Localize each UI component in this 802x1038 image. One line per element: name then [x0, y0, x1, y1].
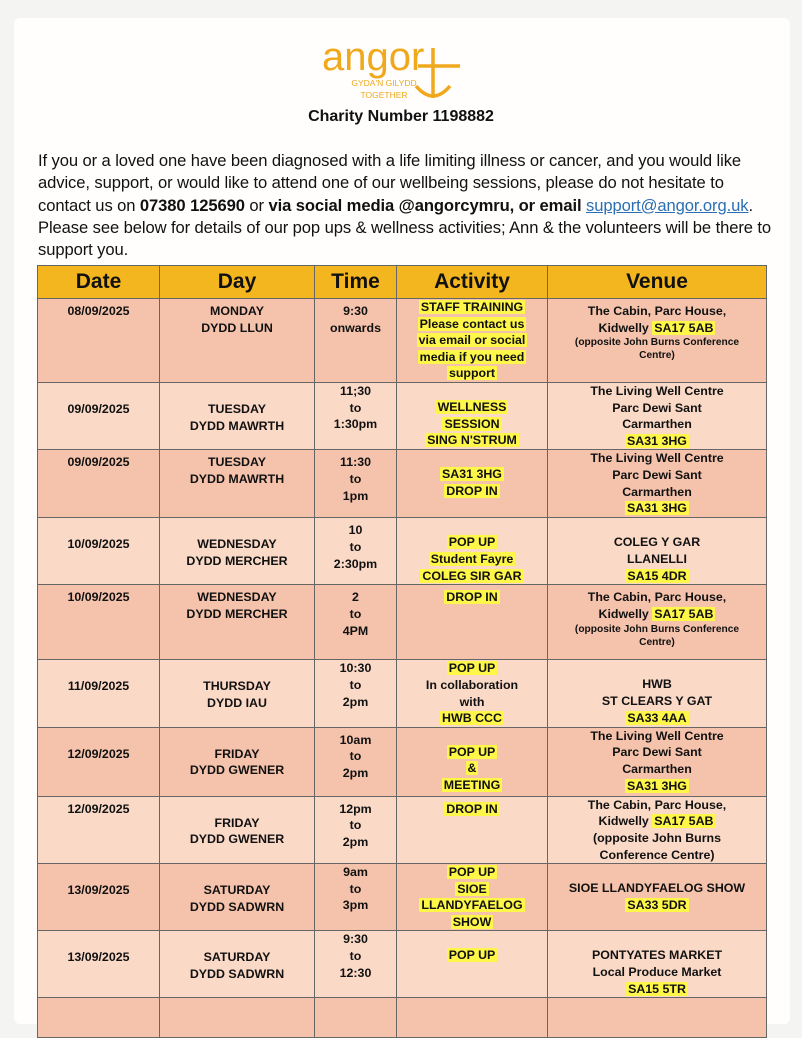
cell-line: FRIDAY [214, 815, 260, 830]
cell-venue [548, 518, 767, 585]
venue-text: Carmarthen [622, 761, 692, 776]
table-row [38, 864, 767, 931]
cell-venue [548, 382, 767, 449]
cell-line: MONDAY [210, 304, 264, 318]
date-text: 12/09/2025 [67, 801, 130, 816]
cell-line: TUESDAY [207, 455, 267, 470]
cell-line: 10:30 [339, 661, 372, 676]
header-time: Time [315, 266, 397, 299]
cell-activity [397, 931, 548, 998]
cell-line [397, 365, 547, 382]
venue-line [548, 947, 766, 964]
intro-paragraph [38, 150, 778, 261]
venue-line [548, 383, 766, 400]
venue-text: The Living Well Centre [590, 451, 724, 466]
empty-cell [38, 998, 160, 1038]
venue-line [548, 416, 766, 433]
cell-date [38, 450, 160, 518]
cell-time [315, 727, 397, 796]
schedule-table [37, 265, 767, 1038]
cell-line: DYDD SADWRN [189, 899, 285, 914]
cell-activity [397, 518, 548, 585]
cell-date [38, 931, 160, 998]
venue-line [548, 964, 766, 981]
cell-date [38, 660, 160, 727]
date-text: 11/09/2025 [67, 679, 130, 694]
cell-activity [397, 660, 548, 727]
cell-venue [548, 727, 767, 796]
cell-time [315, 518, 397, 585]
cell-line: DYDD MAWRTH [189, 471, 285, 486]
highlighted-text: Student Fayre [430, 551, 514, 566]
venue-text: Kidwelly [598, 814, 653, 829]
cell-line: DYDD SADWRN [189, 967, 285, 982]
postcode: SA15 5TR [628, 981, 686, 996]
cell-line: THURSDAY [203, 679, 271, 694]
header-day: Day [160, 266, 315, 299]
highlighted-text: HWB CCC [442, 711, 502, 726]
cell-venue [548, 450, 767, 518]
cell-line: 9am [343, 865, 368, 880]
venue-line [548, 320, 766, 337]
venue-line [548, 551, 766, 568]
venue-line [548, 778, 766, 795]
cell-day [160, 382, 315, 449]
highlighted-text: POP UP [448, 744, 496, 759]
cell-line: to [349, 400, 362, 415]
cell-line: to [349, 881, 362, 896]
cell-time [315, 585, 397, 660]
cell-line: TUESDAY [207, 401, 267, 416]
venue-line [548, 636, 766, 649]
postcode: SA31 3HG [627, 433, 687, 448]
postcode: SA17 5AB [654, 606, 714, 621]
cell-day [160, 518, 315, 585]
cell-line: DYDD LLUN [201, 320, 273, 335]
highlighted-text: POP UP [448, 948, 496, 963]
cell-line [397, 589, 547, 606]
cell-activity [397, 727, 548, 796]
venue-text: Centre) [639, 636, 675, 648]
cell-line: 2 [352, 590, 359, 605]
cell-line: 11;30 [339, 383, 371, 398]
date-text: 13/09/2025 [67, 950, 130, 965]
venue-line [548, 830, 766, 847]
venue-line [548, 981, 766, 998]
cell-line [397, 744, 547, 761]
cell-line: to [349, 949, 362, 964]
cell-line: DYDD GWENER [189, 832, 285, 847]
cell-date [38, 727, 160, 796]
cell-line: DYDD MERCHER [186, 553, 288, 568]
empty-cell [548, 998, 767, 1038]
cell-venue [548, 796, 767, 863]
venue-text: Centre) [639, 350, 675, 362]
social-media-handle: via social media @angorcymru, or email [268, 195, 582, 215]
intro-text: If you or a loved one have been diagnosed with a life limiting illness or cancer, and you would like advice, support, or would like to attend one of our wellbeing sessions, please do not hesitate to contact us on [38, 151, 742, 215]
venue-text: (opposite John Burns [592, 830, 722, 845]
cell-line: 12pm [339, 801, 372, 816]
venue-text: Kidwelly [598, 606, 653, 621]
cell-venue [548, 299, 767, 383]
cell-time [315, 450, 397, 518]
cell-time [315, 299, 397, 383]
venue-text: Carmarthen [622, 484, 692, 499]
highlighted-text: WELLNESS [437, 399, 507, 414]
venue-line [548, 676, 766, 693]
cell-activity [397, 585, 548, 660]
highlighted-text: SESSION [444, 416, 500, 431]
cell-line: 2:30pm [333, 556, 378, 571]
venue-text: ST CLEARS Y GAT [601, 693, 713, 708]
table-row-empty [38, 998, 767, 1038]
cell-activity [397, 299, 548, 383]
highlighted-text: Please contact us [419, 316, 525, 331]
table-row [38, 585, 767, 660]
date-text: 10/09/2025 [67, 537, 130, 552]
table-row [38, 660, 767, 727]
cell-line [397, 332, 547, 349]
venue-text: PONTYATES MARKET [591, 948, 723, 963]
venue-text: HWB [642, 677, 672, 692]
venue-line [548, 467, 766, 484]
cell-line: WEDNESDAY [197, 590, 277, 605]
venue-text: LLANELLI [627, 551, 687, 566]
intro-text: or [244, 195, 269, 215]
venue-line [548, 606, 766, 623]
cell-day [160, 796, 315, 863]
cell-line [397, 801, 547, 818]
cell-date [38, 518, 160, 585]
cell-activity [397, 796, 548, 863]
venue-line [548, 847, 766, 864]
venue-text: Parc Dewi Sant [612, 467, 702, 482]
highlighted-text: via email or social [418, 333, 526, 348]
cell-activity [397, 382, 548, 449]
logo-wordmark: angor [322, 36, 425, 79]
cell-line [397, 551, 547, 568]
cell-line [397, 947, 547, 964]
cell-line: 2pm [342, 834, 369, 849]
cell-line [397, 483, 547, 500]
cell-line: SATURDAY [203, 883, 271, 898]
angor-logo [320, 36, 470, 108]
venue-text: (opposite John Burns Conference [574, 337, 740, 349]
cell-day [160, 299, 315, 383]
empty-cell [315, 998, 397, 1038]
cell-time [315, 382, 397, 449]
date-text: 09/09/2025 [67, 401, 130, 416]
highlighted-text: POP UP [448, 661, 496, 676]
cell-line: 2pm [342, 765, 369, 780]
cell-line: to [349, 749, 362, 764]
highlighted-text: media if you need [419, 349, 525, 364]
cell-line: 1pm [342, 488, 369, 503]
cell-line [397, 399, 547, 416]
postcode: SA17 5AB [654, 814, 714, 829]
cell-line: 3pm [342, 898, 369, 913]
cell-time [315, 796, 397, 863]
highlighted-text: DROP IN [446, 590, 498, 605]
venue-line [548, 303, 766, 320]
cell-line: WEDNESDAY [197, 537, 277, 552]
cell-line [397, 316, 547, 333]
cell-day [160, 450, 315, 518]
venue-text: Local Produce Market [592, 965, 722, 980]
phone-number[interactable]: 07380 125690 [139, 195, 245, 215]
table-row [38, 450, 767, 518]
cell-line: SATURDAY [203, 950, 271, 965]
cell-day [160, 660, 315, 727]
cell-line [397, 349, 547, 366]
empty-cell [160, 998, 315, 1038]
cell-line [397, 416, 547, 433]
venue-line [548, 813, 766, 830]
cell-line: FRIDAY [214, 746, 260, 761]
cell-line: 9:30 [343, 304, 368, 318]
date-text: 09/09/2025 [67, 455, 130, 470]
cell-time [315, 660, 397, 727]
highlighted-text: POP UP [448, 535, 496, 550]
venue-line [548, 744, 766, 761]
venue-line [548, 500, 766, 517]
cell-line: to [349, 818, 362, 833]
cell-line: 9:30 [343, 932, 368, 947]
venue-text: Parc Dewi Sant [612, 400, 702, 415]
highlighted-text: COLEG SIR GAR [422, 568, 522, 583]
cell-day [160, 585, 315, 660]
cell-line [397, 881, 547, 898]
cell-line [397, 864, 547, 881]
cell-date [38, 796, 160, 863]
venue-line [548, 484, 766, 501]
venue-line [548, 880, 766, 897]
cell-line: DYDD IAU [207, 695, 267, 710]
cell-time [315, 931, 397, 998]
highlighted-text: SHOW [452, 914, 492, 929]
postcode: SA15 4DR [627, 568, 687, 583]
venue-text: The Cabin, Parc House, [587, 797, 727, 812]
highlighted-text: SA31 3HG [442, 467, 502, 482]
empty-cell [397, 998, 548, 1038]
cell-line: 12:30 [339, 965, 372, 980]
cell-line [397, 710, 547, 727]
cell-activity [397, 450, 548, 518]
table-row [38, 931, 767, 998]
header-venue: Venue [548, 266, 767, 299]
highlighted-text: STAFF TRAINING [420, 300, 524, 314]
cell-venue [548, 585, 767, 660]
postcode: SA33 4AA [627, 710, 687, 725]
venue-text: (opposite John Burns Conference [574, 623, 740, 635]
table-row [38, 299, 767, 383]
highlighted-text: support [448, 366, 496, 381]
cell-line [397, 466, 547, 483]
cell-line [397, 914, 547, 931]
venue-line [548, 349, 766, 362]
cell-line: 10 [348, 523, 363, 538]
date-text: 12/09/2025 [67, 746, 130, 761]
highlighted-text: SING N'STRUM [427, 433, 517, 448]
cell-venue [548, 864, 767, 931]
table-row [38, 382, 767, 449]
highlighted-text: LLANDYFAELOG [421, 898, 523, 913]
table-row [38, 518, 767, 585]
venue-line [548, 897, 766, 914]
cell-line: to [349, 539, 362, 554]
venue-text: Conference Centre) [599, 847, 715, 862]
venue-line [548, 400, 766, 417]
cell-day [160, 931, 315, 998]
venue-text: The Cabin, Parc House, [587, 590, 727, 605]
header-activity: Activity [397, 266, 548, 299]
highlighted-text: DROP IN [446, 483, 498, 498]
venue-text: The Living Well Centre [590, 728, 724, 743]
header-date: Date [38, 266, 160, 299]
cell-line [397, 534, 547, 551]
cell-line: In collaboration [425, 677, 519, 692]
venue-line [548, 710, 766, 727]
cell-venue [548, 931, 767, 998]
venue-line [548, 693, 766, 710]
email-link[interactable]: support@angor.org.uk [586, 195, 749, 215]
venue-text: The Cabin, Parc House, [587, 304, 727, 318]
cell-time [315, 864, 397, 931]
cell-line: 4PM [342, 623, 369, 638]
venue-text: The Living Well Centre [590, 383, 724, 398]
cell-line: to [349, 471, 362, 486]
cell-line: DYDD MERCHER [186, 606, 288, 621]
cell-date [38, 382, 160, 449]
date-text: 08/09/2025 [67, 304, 130, 318]
cell-line [397, 660, 547, 677]
cell-day [160, 864, 315, 931]
highlighted-text: & [467, 761, 477, 776]
cell-line [397, 299, 547, 316]
highlighted-text: MEETING [443, 777, 501, 792]
venue-text: Carmarthen [622, 417, 692, 432]
venue-line [548, 534, 766, 551]
cell-line [397, 760, 547, 777]
highlighted-text: POP UP [448, 865, 496, 880]
venue-text: Parc Dewi Sant [612, 745, 702, 760]
postcode: SA33 5DR [627, 897, 687, 912]
highlighted-text: SIOE [457, 881, 487, 896]
cell-line: DYDD GWENER [189, 763, 285, 778]
cell-day [160, 727, 315, 796]
highlighted-text: DROP IN [446, 801, 498, 816]
venue-line [548, 450, 766, 467]
cell-line: to [349, 606, 362, 621]
cell-line: with [459, 694, 485, 709]
cell-line [397, 568, 547, 585]
postcode: SA31 3HG [627, 501, 687, 516]
cell-line: to [349, 677, 362, 692]
venue-text: COLEG Y GAR [613, 535, 701, 550]
cell-date [38, 585, 160, 660]
cell-line: 1:30pm [333, 417, 378, 432]
venue-line [548, 336, 766, 349]
table-row [38, 727, 767, 796]
cell-line: 2pm [342, 694, 369, 709]
date-text: 10/09/2025 [67, 590, 130, 605]
table-row [38, 796, 767, 863]
cell-date [38, 864, 160, 931]
postcode: SA31 3HG [627, 778, 687, 793]
logo-tagline-welsh: GYDA'N GILYDD [351, 78, 417, 88]
venue-line [548, 589, 766, 606]
cell-line: DYDD MAWRTH [189, 418, 285, 433]
cell-date [38, 299, 160, 383]
logo-tagline-english: TOGETHER [360, 90, 408, 100]
intro-text: . Please see below for details of our pop ups & wellness activities; Ann & the volunteers will be there to support you. [38, 195, 772, 260]
venue-text: SIOE LLANDYFAELOG SHOW [568, 881, 746, 896]
date-text: 13/09/2025 [67, 883, 130, 898]
cell-line [397, 777, 547, 794]
cell-line [397, 897, 547, 914]
cell-line [397, 432, 547, 449]
cell-activity [397, 864, 548, 931]
venue-line [548, 623, 766, 636]
table-header-row [38, 266, 767, 299]
venue-line [548, 433, 766, 450]
venue-text: Kidwelly [598, 320, 653, 335]
charity-number: Charity Number 1198882 [308, 108, 494, 125]
cell-line: 10am [339, 732, 372, 747]
cell-line: onwards [330, 320, 381, 335]
cell-line: 11:30 [339, 455, 371, 470]
venue-line [548, 568, 766, 585]
cell-venue [548, 660, 767, 727]
venue-line [548, 797, 766, 814]
venue-line [548, 761, 766, 778]
postcode: SA17 5AB [654, 320, 714, 335]
venue-line [548, 728, 766, 745]
